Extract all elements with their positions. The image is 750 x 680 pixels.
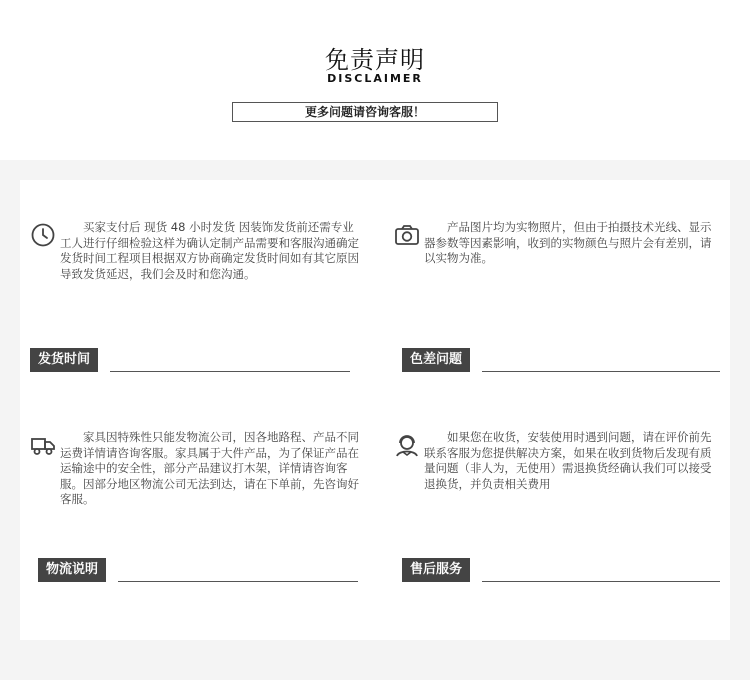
- section-label: 发货时间: [30, 348, 98, 372]
- divider: [482, 371, 720, 372]
- section-label-row: [30, 348, 360, 372]
- section-text: 如果您在收货，安装使用时遇到问题，请在评价前先联系客服为您提供解决方案，如果在收到货物后发现有质量问题（非人为，无使用）需退换货经确认我们可以接受退换货，并负责相关费用: [424, 430, 712, 491]
- service-icon: [394, 432, 420, 458]
- header-area: [0, 0, 750, 160]
- section-label: 色差问题: [402, 348, 470, 372]
- section-text: 产品图片均为实物照片，但由于拍摄技术光线、显示器参数等因素影响，收到的实物颜色与照片会有差别，请以实物为准。: [424, 220, 712, 265]
- page-title: 免责声明: [325, 46, 425, 74]
- clock-icon: [30, 222, 56, 248]
- camera-icon: [394, 222, 420, 248]
- divider: [110, 371, 350, 372]
- section-after-sales: [394, 430, 730, 590]
- section-label: 物流说明: [38, 558, 106, 582]
- section-label-row: [38, 558, 360, 582]
- divider: [118, 581, 358, 582]
- section-color-difference: [394, 220, 730, 380]
- page-subtitle: DISCLAIMER: [327, 72, 423, 85]
- section-label-row: [402, 348, 722, 372]
- section-label-row: [402, 558, 722, 582]
- truck-icon: [30, 432, 56, 458]
- section-text: 家具因特殊性只能发物流公司，因各地路程、产品不同运费详情请咨询客服。家具属于大件产品，为了保证产品在运输途中的安全性，部分产品建议打木架，详情请咨询客服。因部分地区物流公司无法到达，请在下单前，先咨询好客服。: [60, 430, 359, 506]
- section-shipping-time: [30, 220, 370, 380]
- disclaimer-panel: [20, 180, 730, 640]
- section-text: 买家支付后 现货 48 小时发货 因装饰发货前还需专业工人进行仔细检验这样为确认定制产品需要和客服沟通确定发货时间工程项目根据双方协商确定发货时间如有其它原因导致发货延迟，我们会及时和您沟通。: [60, 220, 359, 281]
- contact-notice-banner: 更多问题请咨询客服！: [232, 102, 498, 122]
- divider: [482, 581, 720, 582]
- section-logistics: [30, 430, 370, 590]
- section-label: 售后服务: [402, 558, 470, 582]
